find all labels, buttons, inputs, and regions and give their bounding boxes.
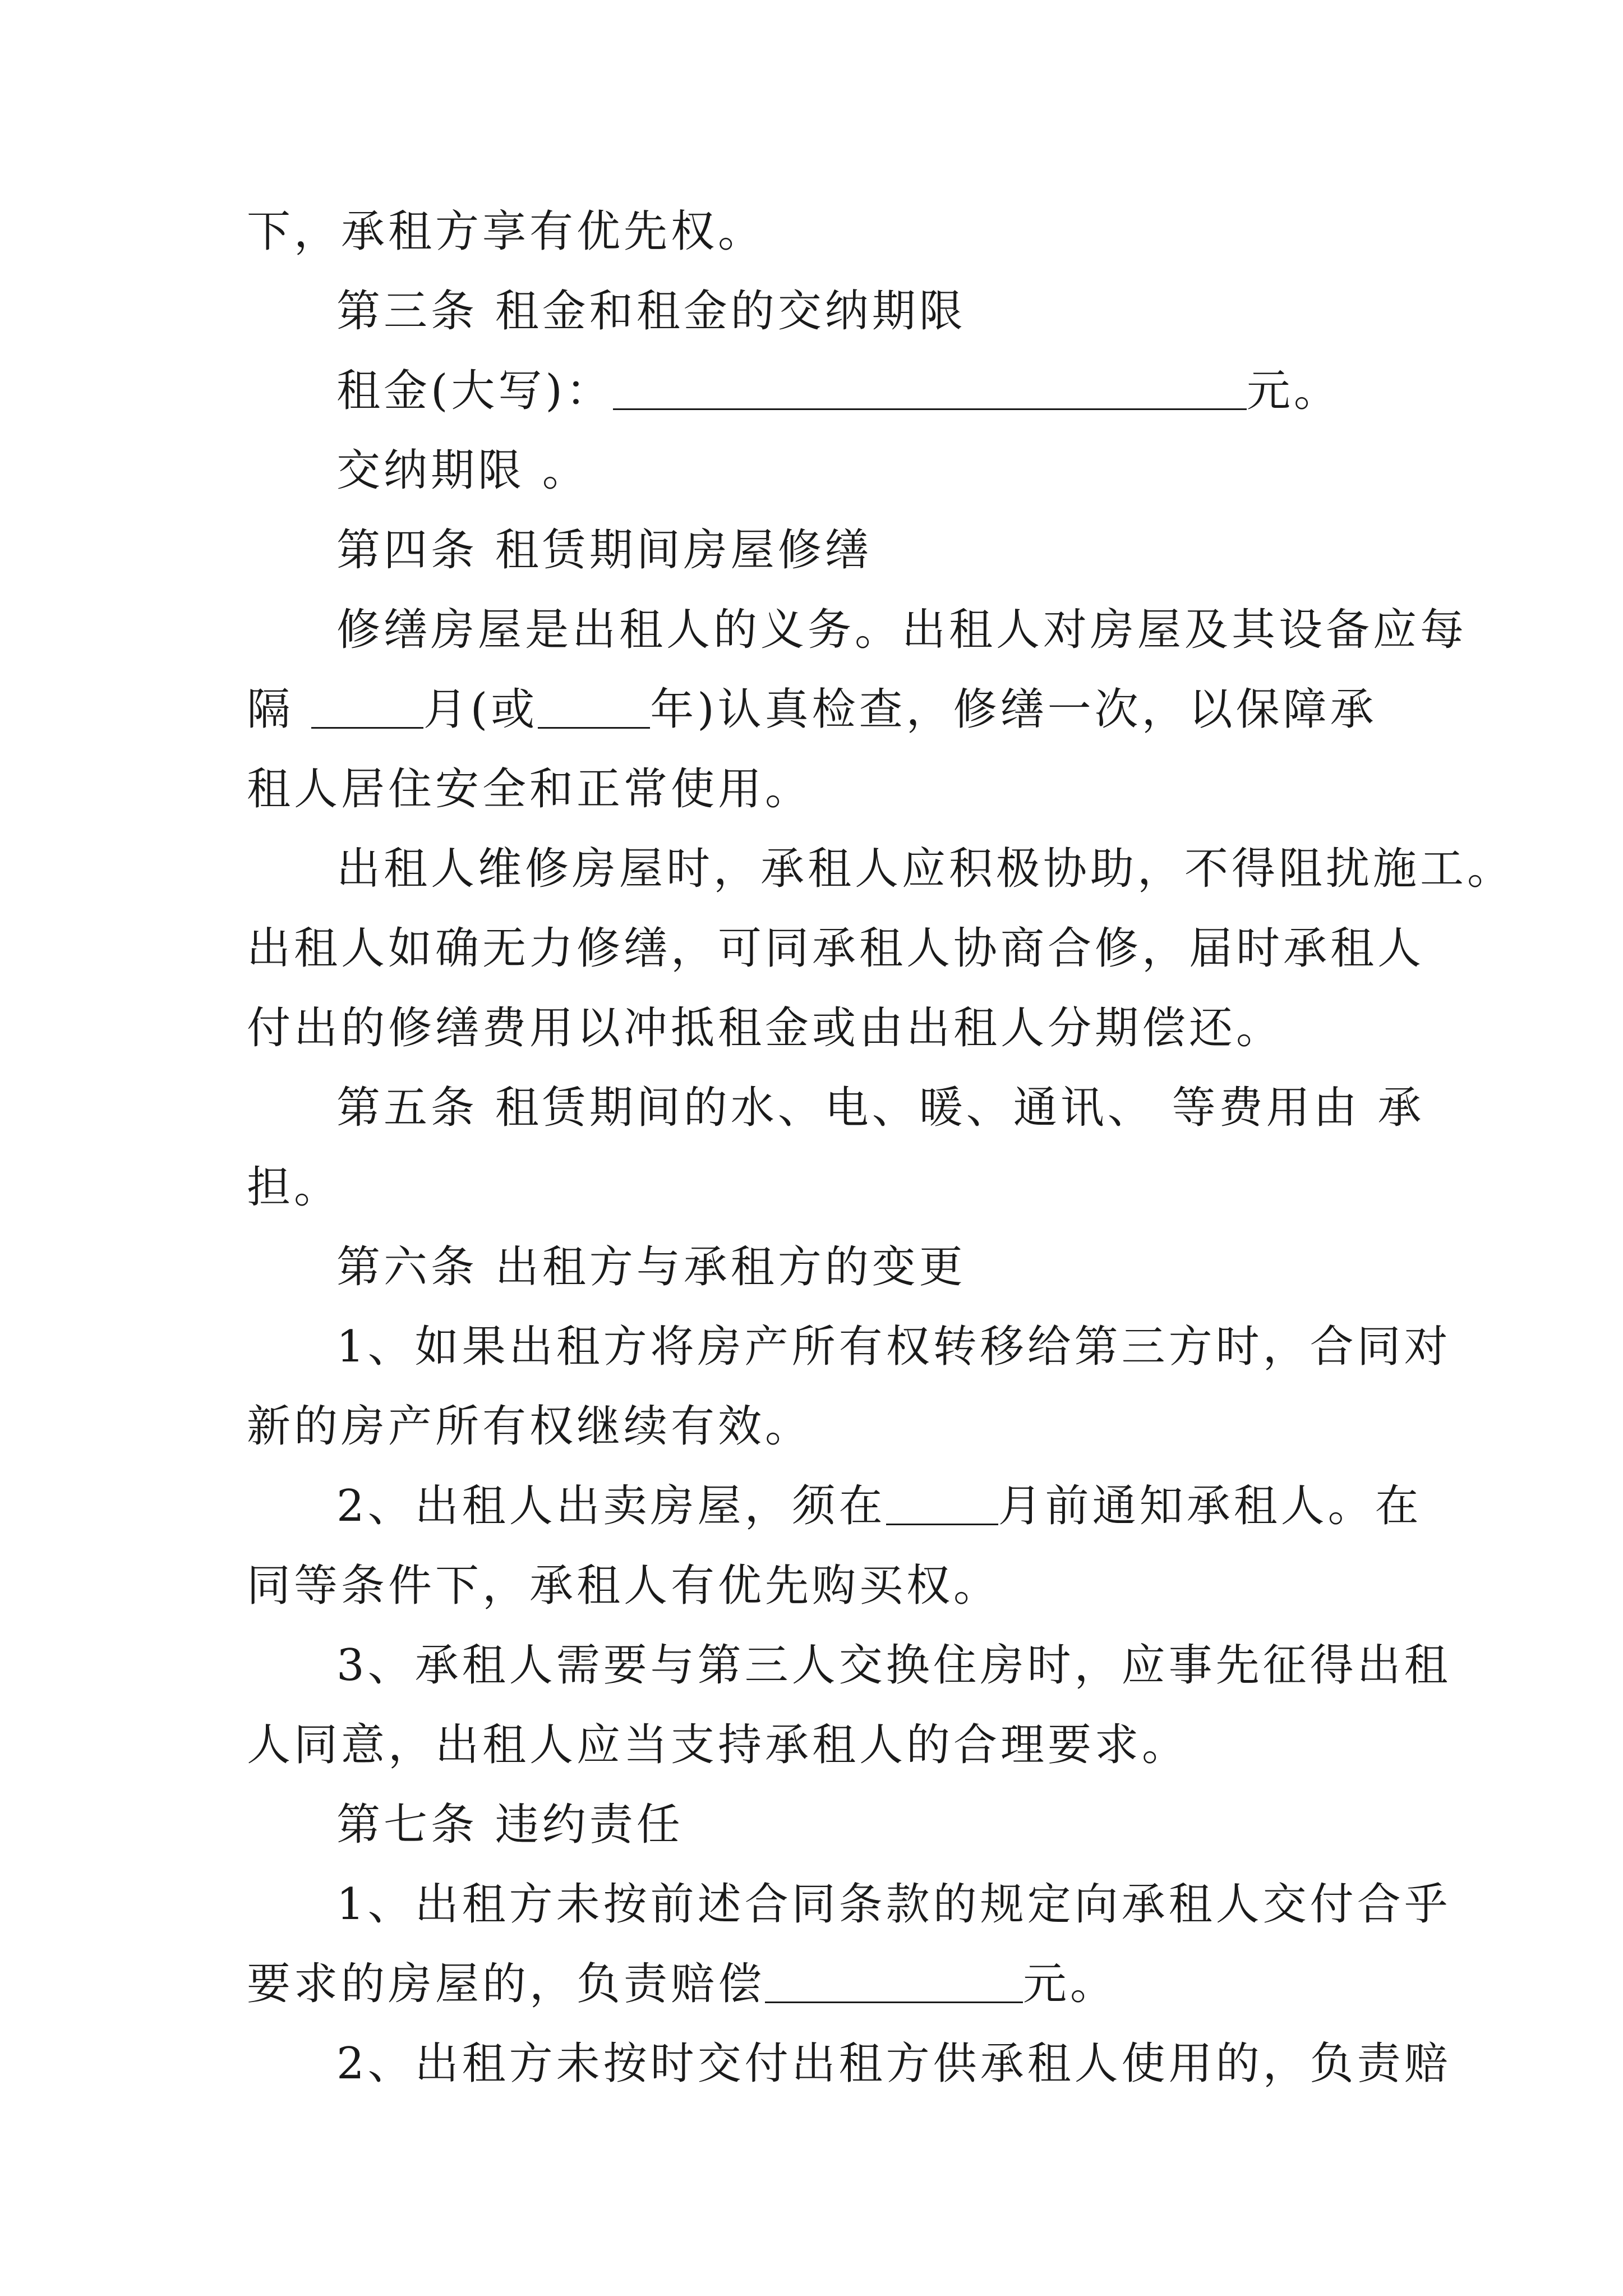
- text-line: 担。: [247, 1162, 342, 1213]
- rent-amount-blank: [613, 369, 1247, 410]
- rent-amount-line: [247, 351, 1391, 431]
- compensation-blank: [765, 1962, 1023, 2003]
- rent-amount-label: 租金(大写)：: [336, 366, 613, 416]
- text-line: [247, 909, 1425, 988]
- article-7-heading: 第七条 违约责任: [336, 1800, 684, 1850]
- compensation-line: [247, 1944, 1391, 2024]
- article-4-heading: 第四条 租赁期间房屋修缮: [336, 525, 872, 576]
- notice-months-blank: [886, 1484, 998, 1525]
- clause-6-1-text: 1、如果出租方将房产所有权转移给第三方时，合同对: [336, 1322, 1451, 1372]
- article-6-heading: 第六条 出租方与承租方的变更: [336, 1242, 966, 1292]
- text-line: 下，承租方享有优先权。: [247, 206, 766, 257]
- clause-6-2-suffix: 月前通知承租人。在: [998, 1481, 1422, 1531]
- text-line: 新的房产所有权继续有效。: [247, 1401, 813, 1452]
- repair-interval-prefix: 隔: [247, 684, 311, 735]
- article-5-text: 第五条 租赁期间的水、电、暖、通讯、 等费用由 承: [336, 1083, 1425, 1133]
- text-line: 付出的修缮费用以冲抵租金或由出租人分期偿还。: [247, 1003, 1284, 1053]
- text-line: [247, 829, 1515, 909]
- text-line: [247, 1626, 1451, 1705]
- repair-duty-text: 修缮房屋是出租人的义务。出租人对房屋及其设备应每: [336, 605, 1468, 655]
- months-blank: [311, 688, 423, 729]
- text-line: 人同意，出租人应当支持承租人的合理要求。: [247, 1720, 1189, 1770]
- text-line: [247, 1307, 1451, 1387]
- repair-interval-mid: 月(或: [423, 684, 538, 735]
- repair-cooperation-text: 出租人如确无力修缮，可同承租人协商合修，届时承租人: [247, 923, 1425, 974]
- clause-6-2-line: [247, 1466, 1422, 1546]
- payment-deadline-line: 交纳期限 。: [336, 445, 589, 496]
- text-line: [247, 1865, 1451, 1944]
- text-line: [247, 1068, 1425, 1148]
- clause-6-3-text: 3、承租人需要与第三人交换住房时，应事先征得出租: [336, 1640, 1451, 1691]
- repair-interval-line: [247, 670, 1391, 749]
- text-line: 同等条件下，承租人有优先购买权。: [247, 1561, 1001, 1611]
- compensation-prefix: 要求的房屋的，负责赔偿: [247, 1959, 766, 2009]
- rent-amount-unit: 元。: [1246, 366, 1341, 416]
- text-line: [247, 590, 1468, 670]
- text-line: [247, 2024, 1451, 2104]
- clause-7-1-text: 1、出租方未按前述合同条款的规定向承租人交付合乎: [336, 1879, 1451, 1930]
- repair-assist-text: 出租人维修房屋时，承租人应积极协助，不得阻扰施工。: [336, 844, 1515, 894]
- text-line: 租人居住安全和正常使用。: [247, 764, 813, 815]
- contract-body: [247, 192, 1515, 2104]
- clause-6-2-prefix: 2、出租人出卖房屋，须在: [336, 1481, 886, 1531]
- clause-7-2-text: 2、出租方未按时交付出租方供承租人使用的，负责赔: [336, 2039, 1451, 2089]
- years-blank: [538, 688, 650, 729]
- repair-interval-suffix: 年)认真检查，修缮一次，以保障承: [650, 684, 1377, 735]
- compensation-unit: 元。: [1023, 1959, 1118, 2009]
- article-3-heading: 第三条 租金和租金的交纳期限: [336, 286, 966, 337]
